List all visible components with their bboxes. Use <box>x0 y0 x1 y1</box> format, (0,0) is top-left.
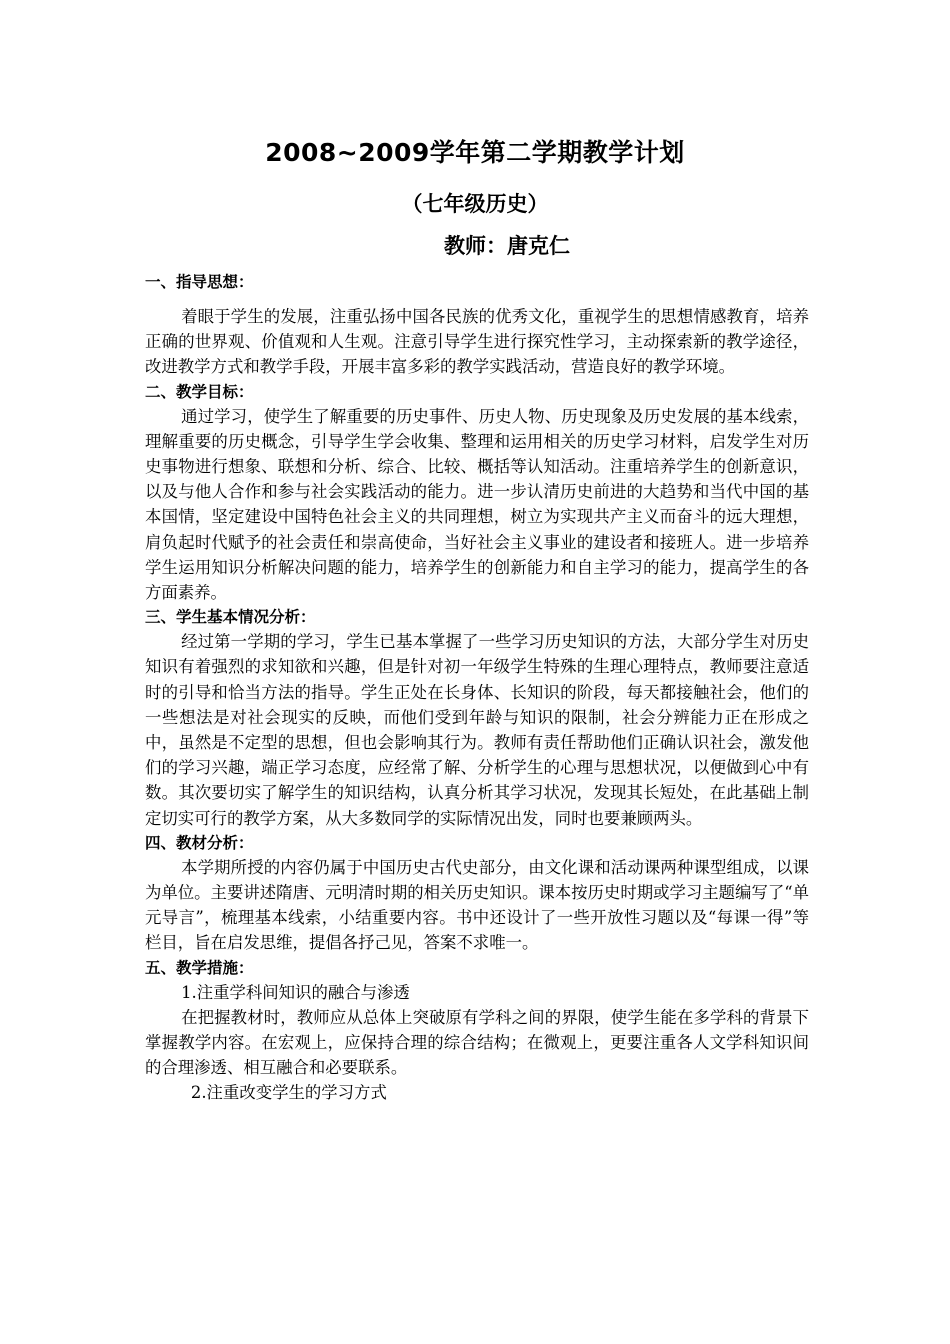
document-subtitle: （七年级历史） <box>401 192 549 216</box>
section-heading-textbook-analysis: 四、教材分析： <box>145 833 254 852</box>
section-heading-teaching-measures: 五、教学措施： <box>145 958 254 977</box>
section-heading-student-analysis: 三、学生基本情况分析： <box>145 608 316 627</box>
section-heading-teaching-goals: 二、教学目标： <box>145 382 254 401</box>
section-paragraph-teaching-goals: 通过学习，使学生了解重要的历史事件、历史人物、历史现象及历史发展的基本线索，理解重要的历史概念，引导学生学会收集、整理和运用相关的历史学习材料，启发学生对历史事物进行想象、联想和分析、综合、比较、概括等认知活动。注重培养学生的创新意识，以及与他人合作和参与社会实践活动的能力。进一步认清历史前进的大趋势和当代中国的基本国情，坚定建设中国特色社会主义的共同理想，树立为实现共产主义而奋斗的远大理想，肩负起时代赋予的社会责任和崇高使命，当好社会主义事业的建设者和接班人。进一步培养学生运用知识分析解决问题的能力，培养学生的创新能力和自主学习的能力，提高学生的各方面素养。 <box>145 406 809 603</box>
teacher-line: 教师：唐克仁 <box>444 234 570 258</box>
document-body <box>145 270 809 1106</box>
section-paragraph-student-analysis: 经过第一学期的学习，学生已基本掌握了一些学习历史知识的方法，大部分学生对历史知识有着强烈的求知欲和兴趣，但是针对初一年级学生特殊的生理心理特点，教师要注意适时的引导和恰当方法的指导。学生正处在长身体、长知识的阶段，每天都接触社会，他们的一些想法是对社会现实的反映，而他们受到年龄与知识的限制，社会分辨能力正在形成之中，虽然是不定型的思想，但也会影响其行为。教师有责任帮助他们正确认识社会，激发他们的学习兴趣，端正学习态度，应经常了解、分析学生的心理与思想状况，以便做到心中有数。其次要切实了解学生的知识结构，认真分析其学习状况，发现其长短处，在此基础上制定切实可行的教学方案，从大多数同学的实际情况出发，同时也要兼顾两头。 <box>145 632 809 828</box>
measure-subheading-2: 2.注重改变学生的学习方式 <box>190 1083 387 1103</box>
section-paragraph-textbook-analysis: 本学期所授的内容仍属于中国历史古代史部分，由文化课和活动课两种课型组成，以课为单位。主要讲述隋唐、元明清时期的相关历史知识。课本按历史时期或学习主题编写了“单元导言”，梳理基本线索，小结重要内容。书中还设计了一些开放性习题以及“每课一得”等栏目，旨在启发思维，提倡各抒己见，答案不求唯一。 <box>145 857 810 953</box>
document-title: 2008~2009学年第二学期教学计划 <box>265 138 685 167</box>
section-heading-guiding-thought: 一、指导思想： <box>145 273 254 291</box>
section-paragraph-guiding-thought: 着眼于学生的发展，注重弘扬中国各民族的优秀文化，重视学生的思想情感教育，培养正确的世界观、价值观和人生观。注意引导学生进行探究性学习，主动探索新的教学途径，改进教学方式和教学手段，开展丰富多彩的教学实践活动，营造良好的教学环境。 <box>145 307 809 377</box>
measure-subheading-1: 1.注重学科间知识的融合与渗透 <box>181 982 410 1002</box>
measure-paragraph-1: 在把握教材时，教师应从总体上突破原有学科之间的界限，使学生能在多学科的背景下掌握教学内容。在宏观上，应保持合理的综合结构；在微观上，更要注重各人文学科知识间的合理渗透、相互融合和必要联系。 <box>145 1007 809 1078</box>
